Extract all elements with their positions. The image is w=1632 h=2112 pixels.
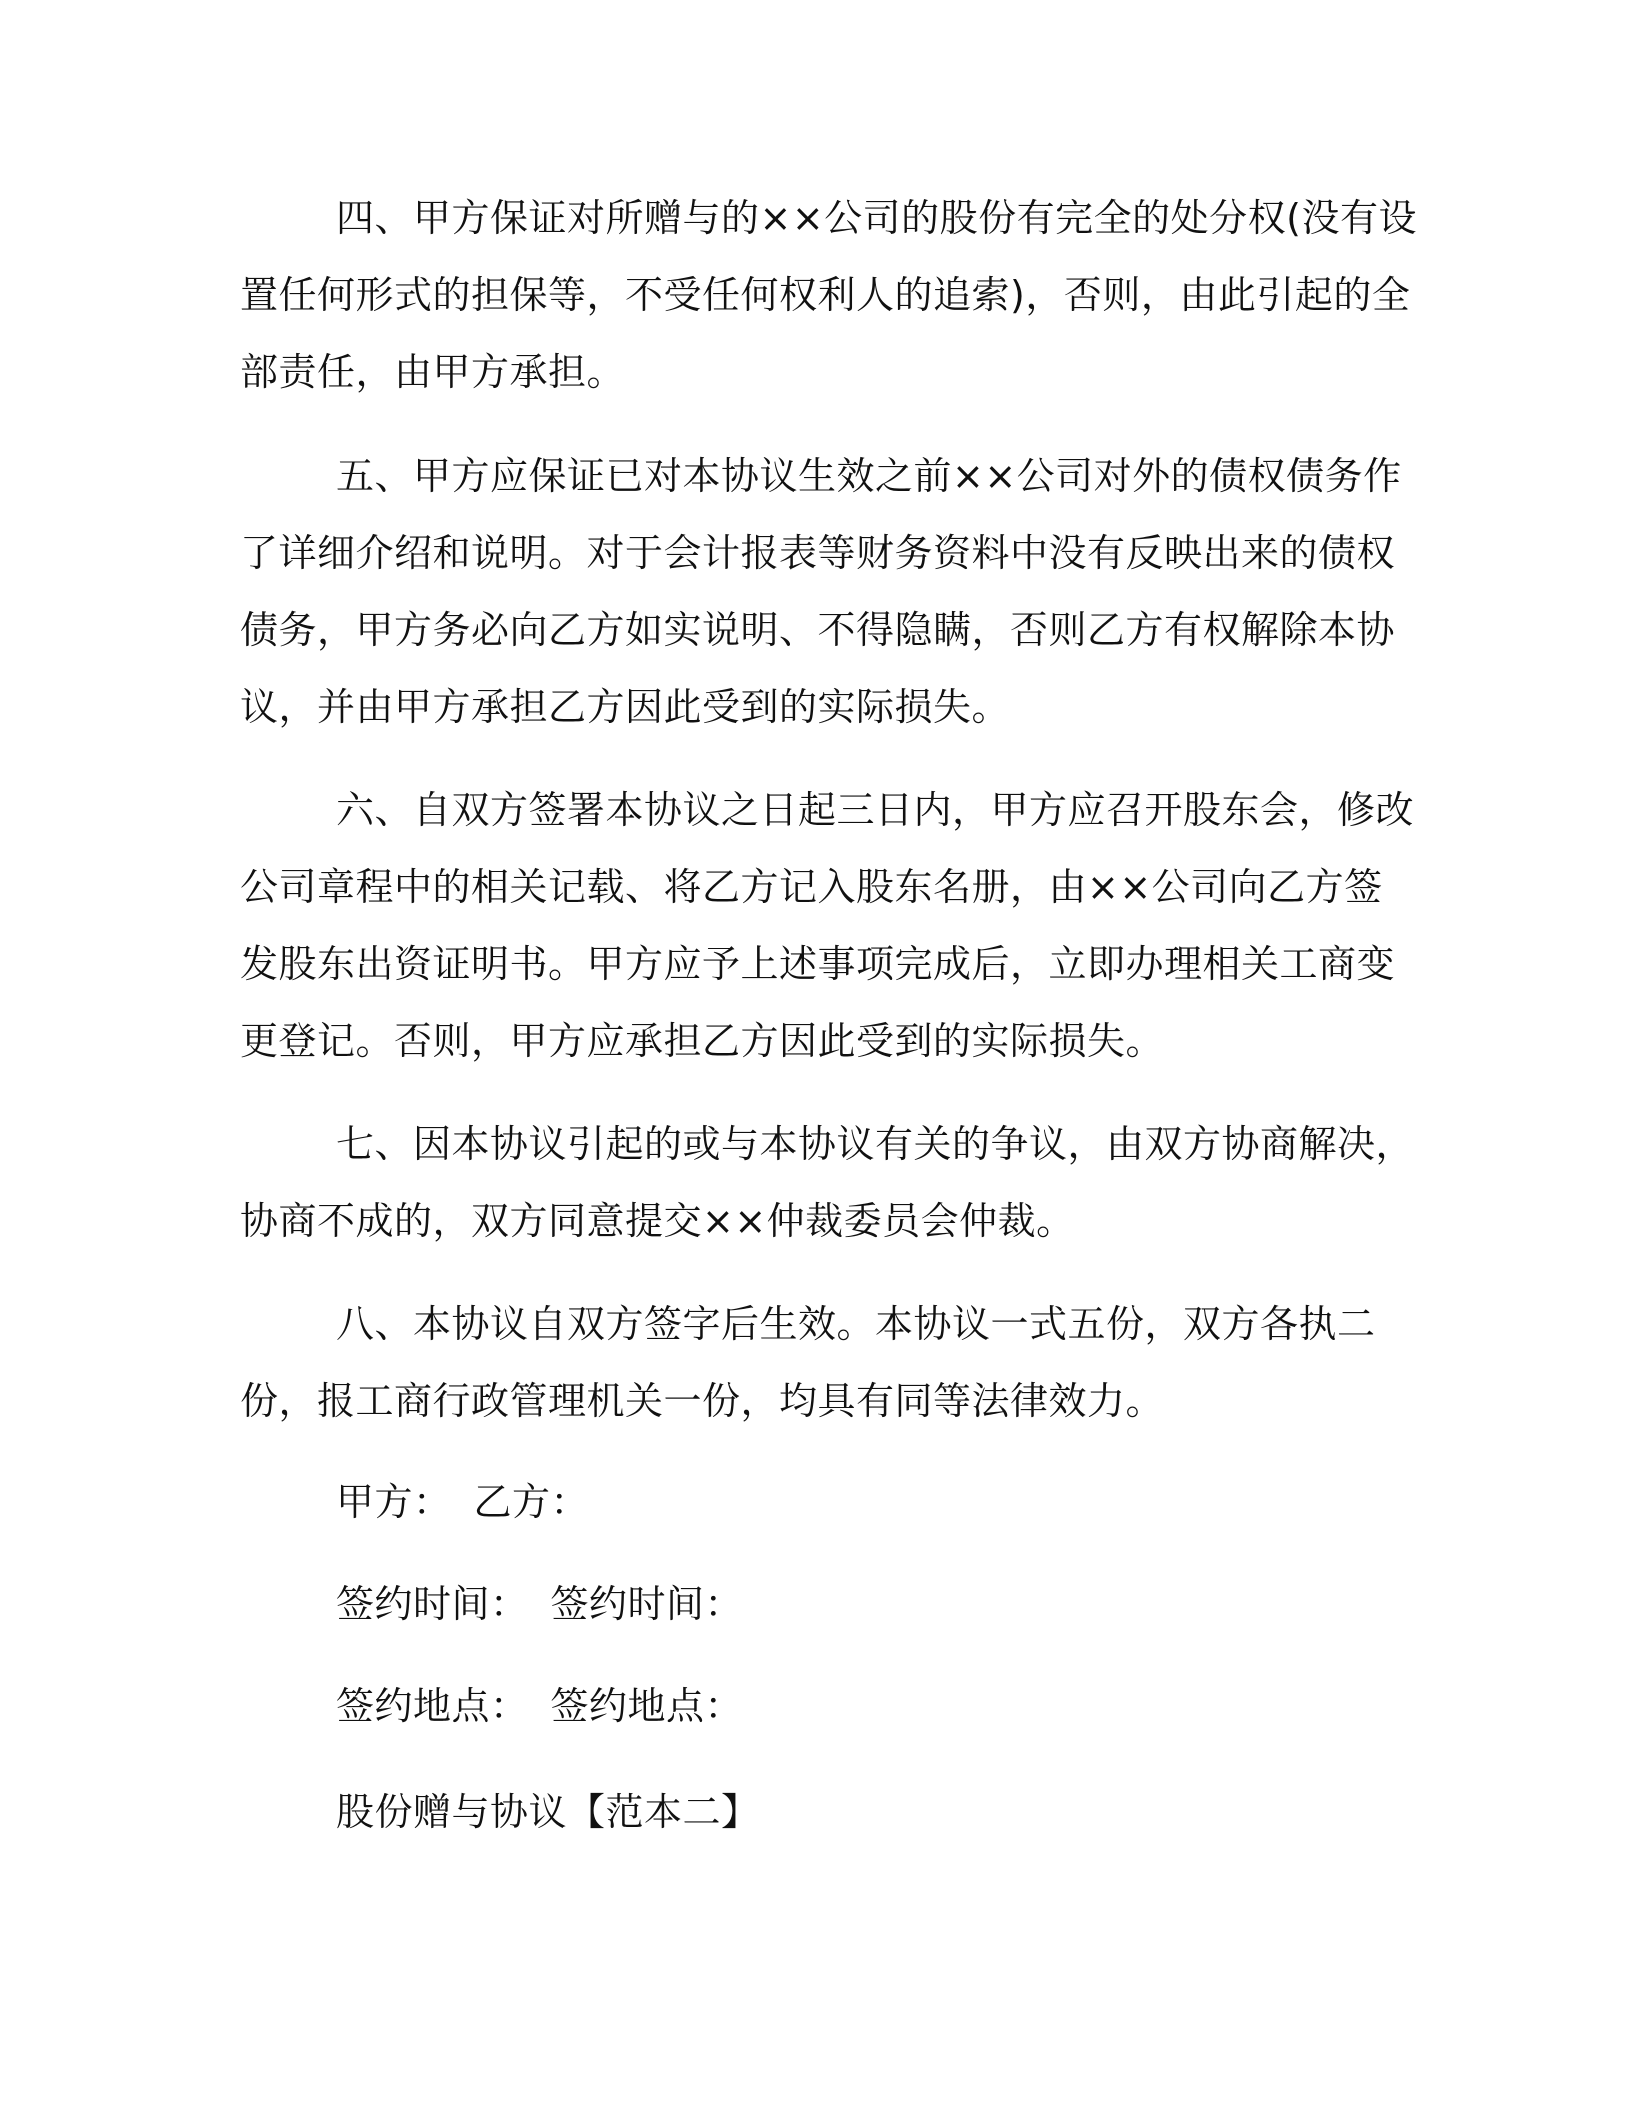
party-b-label: 乙方： [473, 1480, 590, 1524]
clause-5: 五、甲方应保证已对本协议生效之前××公司对外的债权债务作了详细介绍和说明。对于会计报表等财务资料中没有反映出来的债权债务，甲方务必向乙方如实说明、不得隐瞒，否则乙方有权解除本协议，并由甲方承担乙方因此受到的实际损失。 [240, 454, 1402, 729]
clause-8: 八、本协议自双方签字后生效。本协议一式五份，双方各执二份，报工商行政管理机关一份，均具有同等法律效力。 [240, 1302, 1376, 1423]
signing-date-a-label: 签约时间： [336, 1582, 529, 1626]
signing-date-b-label: 签约时间： [550, 1582, 744, 1626]
party-signature-line [336, 1476, 589, 1528]
signing-place-line [336, 1680, 743, 1732]
clause-6: 六、自双方签署本协议之日起三日内，甲方应召开股东会，修改公司章程中的相关记载、将乙方记入股东名册，由××公司向乙方签发股东出资证明书。甲方应予上述事项完成后，立即办理相关工商变更登记。否则，甲方应承担乙方因此受到的实际损失。 [240, 788, 1415, 1063]
party-a-label: 甲方： [336, 1480, 452, 1524]
signing-date-line [336, 1578, 743, 1630]
signing-place-a-label: 签约地点： [336, 1684, 529, 1728]
signing-place-b-label: 签约地点： [550, 1684, 744, 1728]
next-agreement-title: 股份赠与协议【范本二】 [336, 1790, 760, 1834]
clause-4: 四、甲方保证对所赠与的××公司的股份有完全的处分权(没有设置任何形式的担保等，不受任何权利人的追索)，否则，由此引起的全部责任，由甲方承担。 [240, 196, 1418, 394]
clause-7: 七、因本协议引起的或与本协议有关的争议，由双方协商解决，协商不成的，双方同意提交××仲裁委员会仲裁。 [240, 1122, 1415, 1243]
